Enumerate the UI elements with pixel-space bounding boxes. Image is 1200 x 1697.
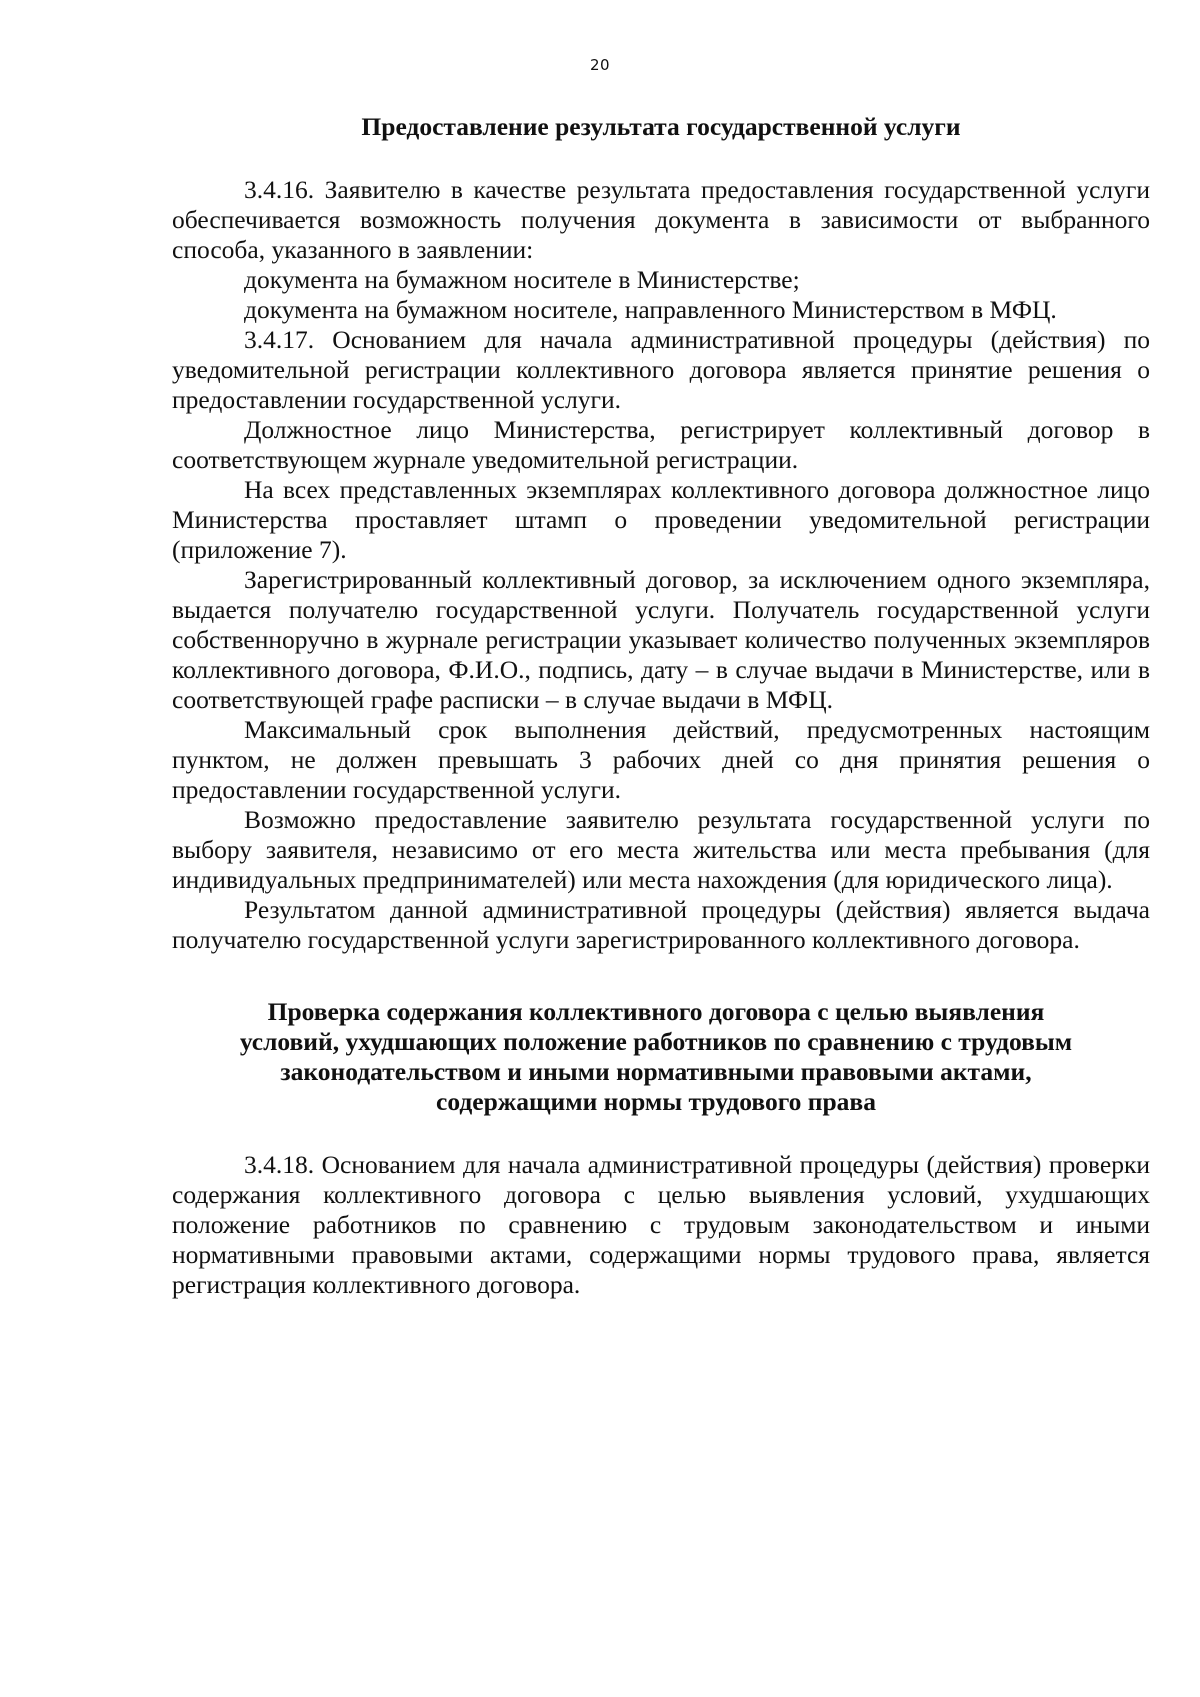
paragraph: Результатом данной административной процедуры (действия) является выдача получателю государственной услуги зарегистрированного коллективного договора. <box>172 895 1150 954</box>
heading-line: Проверка содержания коллективного договора с целью выявления <box>267 997 1045 1026</box>
paragraph: Максимальный срок выполнения действий, предусмотренных настоящим пунктом, не должен превышать 3 рабочих дней со дня принятия решения о предоставлении государственной услуги. <box>172 715 1150 804</box>
document-body <box>172 112 1150 1300</box>
section-heading <box>172 997 1150 1117</box>
heading-line: условий, ухудшающих положение работников по сравнению с трудовым <box>239 1027 1073 1056</box>
paragraph: 3.4.18. Основанием для начала административной процедуры (действия) проверки содержания коллективного договора с целью выявления условий, ухудшающих положение работников по сравнению с трудовым законодательством и иными нормативными правовыми актами, содержащими нормы трудового права, является регистрация коллективного договора. <box>172 1150 1150 1299</box>
page-number: 20 <box>589 56 611 74</box>
section-heading: Предоставление результата государственной услуги <box>361 112 961 141</box>
paragraph: На всех представленных экземплярах коллективного договора должностное лицо Министерства проставляет штамп о проведении уведомительной регистрации (приложение 7). <box>172 475 1150 564</box>
paragraph: документа на бумажном носителе, направленного Министерством в МФЦ. <box>244 295 1057 324</box>
paragraph: 3.4.16. Заявителю в качестве результата предоставления государственной услуги обеспечивается возможность получения документа в зависимости от выбранного способа, указанного в заявлении: <box>172 175 1150 264</box>
heading-line: содержащими нормы трудового права <box>436 1087 876 1116</box>
paragraph: документа на бумажном носителе в Министерстве; <box>244 265 800 294</box>
paragraph: 3.4.17. Основанием для начала административной процедуры (действия) по уведомительной регистрации коллективного договора является принятие решения о предоставлении государственной услуги. <box>172 325 1150 414</box>
paragraph: Зарегистрированный коллективный договор, за исключением одного экземпляра, выдается получателю государственной услуги. Получатель государственной услуги собственноручно в журнале регистрации указывает количество полученных экземпляров коллективного договора, Ф.И.О., подпись, дату – в случае выдачи в Министерстве, или в соответствующей графе расписки – в случае выдачи в МФЦ. <box>172 565 1150 714</box>
heading-line: законодательством и иными нормативными правовыми актами, <box>280 1057 1032 1086</box>
paragraph: Возможно предоставление заявителю результата государственной услуги по выбору заявителя, независимо от его места жительства или места пребывания (для индивидуальных предпринимателей) или места нахождения (для юридического лица). <box>172 805 1150 894</box>
paragraph: Должностное лицо Министерства, регистрирует коллективный договор в соответствующем журнале уведомительной регистрации. <box>172 415 1150 474</box>
